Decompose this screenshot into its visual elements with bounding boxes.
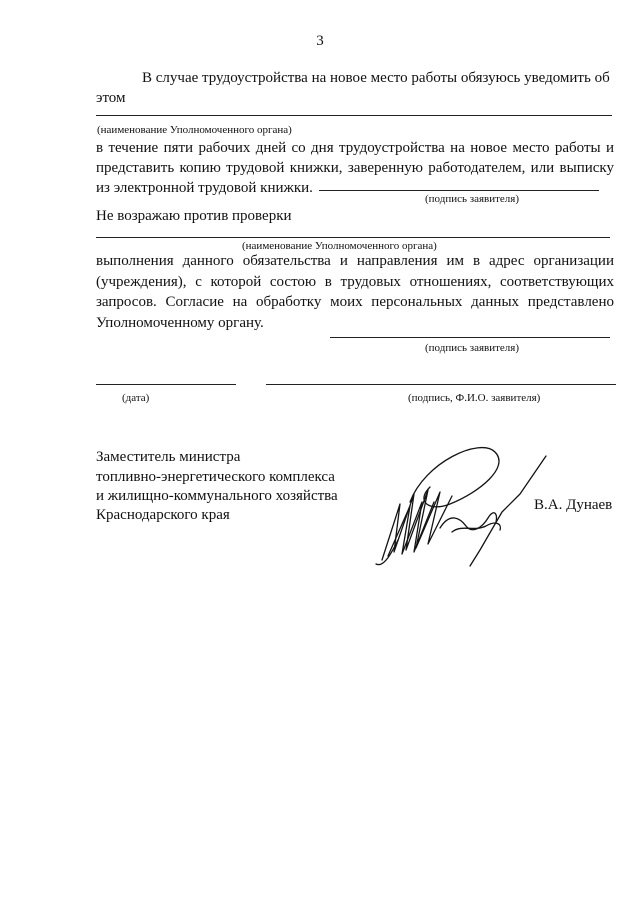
paragraph-3-line-3: запросов. Согласие на обработку моих персональных данных представлено bbox=[96, 294, 614, 310]
signature-stroke bbox=[470, 456, 546, 566]
signature-stroke bbox=[410, 448, 499, 507]
signatory-title-line-2: топливно-энергетического комплекса bbox=[96, 469, 335, 485]
signature-line-1 bbox=[319, 190, 599, 191]
date-line bbox=[96, 384, 236, 385]
paragraph-2-line-2: представить копию трудовой книжки, заверенную работодателем, или выписку bbox=[96, 160, 614, 176]
no-objection-text: Не возражаю против проверки bbox=[96, 208, 292, 224]
caption-org-name-1: (наименование Уполномоченного органа) bbox=[97, 124, 292, 136]
caption-signature-1: (подпись заявителя) bbox=[425, 193, 520, 205]
paragraph-3-line-1: выполнения данного обязательства и направления им в адрес организации bbox=[96, 253, 614, 269]
caption-signature-fio: (подпись, Ф.И.О. заявителя) bbox=[408, 392, 541, 404]
paragraph-2-line-1: в течение пяти рабочих дней со дня трудоустройства на новое место работы и bbox=[96, 140, 614, 156]
paragraph-3-line-4: Уполномоченному органу. bbox=[96, 315, 264, 331]
org-name-line-1 bbox=[96, 115, 612, 116]
org-name-line-2 bbox=[96, 237, 610, 238]
signature-stroke bbox=[440, 513, 497, 530]
paragraph-1-line-1: В случае трудоустройства на новое место работы обязуюсь уведомить об bbox=[142, 70, 610, 86]
signature-line-2 bbox=[330, 337, 610, 338]
paragraph-1-line-2: этом bbox=[96, 90, 126, 106]
caption-signature-2: (подпись заявителя) bbox=[425, 342, 520, 354]
signature-fio-line bbox=[266, 384, 616, 385]
caption-date: (дата) bbox=[122, 392, 150, 404]
signatory-name: В.А. Дунаев bbox=[534, 497, 613, 513]
caption-org-name-2: (наименование Уполномоченного органа) bbox=[242, 240, 437, 252]
signatory-title-line-3: и жилищно-коммунального хозяйства bbox=[96, 488, 338, 504]
page-number: 3 bbox=[316, 33, 324, 49]
paragraph-3-line-2: (учреждения), с которой состою в трудовых отношениях, соответствующих bbox=[96, 274, 614, 290]
signatory-title-line-4: Краснодарского края bbox=[96, 507, 230, 523]
handwritten-signature bbox=[370, 432, 550, 572]
signatory-title-line-1: Заместитель министра bbox=[96, 449, 241, 465]
paragraph-2-line-3: из электронной трудовой книжки. bbox=[96, 180, 313, 196]
